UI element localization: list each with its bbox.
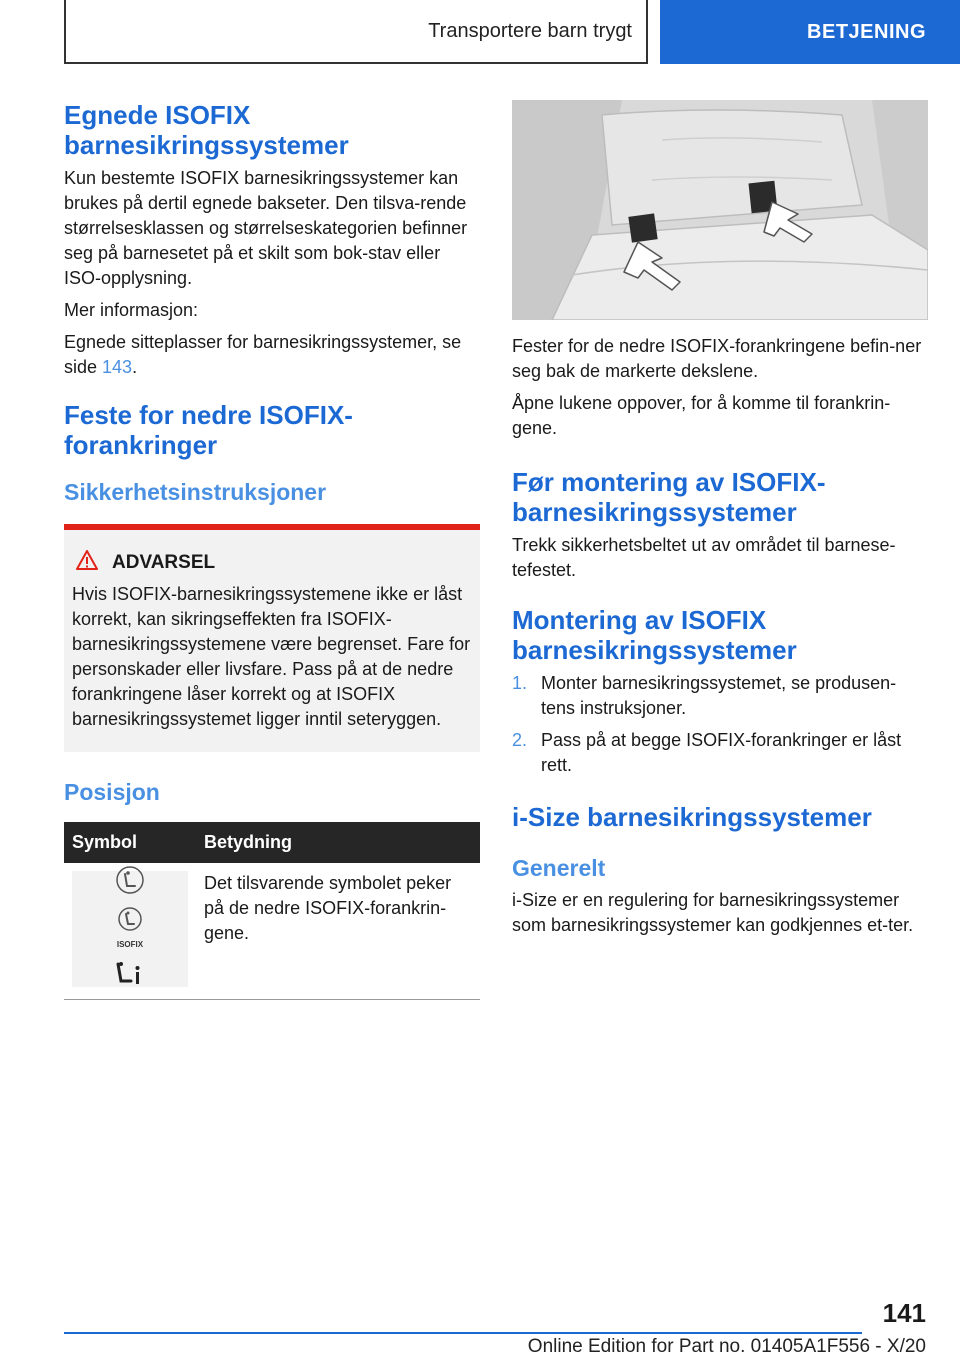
header-section-tab xyxy=(64,0,648,64)
heading-montering: Montering av ISOFIX barnesikringssystemer xyxy=(512,605,797,665)
step-text: Pass på at begge ISOFIX-forankringer er låst rett. xyxy=(541,730,902,775)
warning-triangle-icon xyxy=(72,550,112,576)
list-item xyxy=(512,671,928,721)
heading-feste: Feste for nedre ISOFIX-forankringer xyxy=(64,400,353,460)
isofix-anchor-photo xyxy=(512,100,928,320)
table-header-row xyxy=(64,822,480,863)
paragraph-for-montering: Trekk sikkerhetsbeltet ut av området til barnese-tefestet. xyxy=(512,535,896,580)
table-header-betydning: Betydning xyxy=(196,822,480,863)
heading-posisjon: Posisjon xyxy=(64,779,160,805)
child-seat-anchor-icon xyxy=(115,865,145,902)
heading-isofix: Egnede ISOFIX barnesikringssystemer xyxy=(64,100,349,160)
steps-list xyxy=(512,671,928,778)
isofix-symbol-icon xyxy=(117,906,143,957)
step-text: Monter barnesikringssystemet, se produsen-tens instruksjoner. xyxy=(541,673,897,718)
page-number: 141 xyxy=(882,1298,926,1328)
warning-text: Hvis ISOFIX-barnesikringssystemene ikke er låst korrekt, kan sikringseffekten fra ISOFIX-barnesikringssystemene være begrenset. Fare for personskader eller livsfare. Pass på at de nedre forankringene låser korrekt og at ISOFIX barnesikringssystemet ligger inntil seteryggen. xyxy=(72,584,471,729)
list-item xyxy=(512,728,928,778)
warning-heading xyxy=(72,550,472,576)
header-chapter-title: BETJENING xyxy=(807,20,926,43)
i-size-seat-icon xyxy=(115,961,145,994)
footer-divider xyxy=(64,1332,862,1334)
paragraph-fester-2: Åpne lukene oppover, for å komme til forankrin-gene. xyxy=(512,393,891,438)
header-section-title: Transportere barn trygt xyxy=(428,19,632,42)
step-number: 2. xyxy=(512,730,528,750)
warning-box xyxy=(64,524,480,752)
table-header-symbol: Symbol xyxy=(64,822,196,863)
step-number: 1. xyxy=(512,673,528,693)
heading-for-montering: Før montering av ISOFIX-barnesikringssystemer xyxy=(512,467,826,527)
symbol-box xyxy=(72,871,188,987)
table-row xyxy=(64,863,480,1000)
right-column xyxy=(512,100,928,945)
meaning-cell: Det tilsvarende symbolet peker på de nedre ISOFIX-forankrin-gene. xyxy=(196,863,480,1000)
left-column xyxy=(64,100,480,1000)
ref-end: . xyxy=(132,357,138,377)
footer-edition: Online Edition for Part no. 01405A1F556 - X/20 xyxy=(527,1336,926,1357)
paragraph-isofix-3 xyxy=(64,330,480,380)
paragraph-isofix-1: Kun bestemte ISOFIX barnesikringssystemer kan brukes på dertil egnede bakseter. Den tilsva-rende størrelsesklassen og størrelseskategorien befinner seg på barnesetet på et skilt som bok-stav eller ISO-opplysning. xyxy=(64,168,468,288)
isofix-symbol-label: ISOFIX xyxy=(116,939,144,949)
paragraph-isofix-2: Mer informasjon: xyxy=(64,300,199,320)
heading-generelt: Generelt xyxy=(512,855,606,881)
header-chapter-tab xyxy=(660,0,960,64)
symbol-table xyxy=(64,822,480,1000)
paragraph-generelt: i-Size er en regulering for barnesikringssystemer som barnesikringssystemer kan godkjennes et-ter. xyxy=(512,890,914,935)
heading-sikkerhet: Sikkerhetsinstruksjoner xyxy=(64,479,327,505)
warning-title: ADVARSEL xyxy=(112,552,216,573)
ref-text: Egnede sitteplasser for barnesikringssystemer, se side xyxy=(64,332,462,377)
heading-isize: i-Size barnesikringssystemer xyxy=(512,802,872,832)
symbol-cell xyxy=(64,863,196,1000)
page-ref-link[interactable]: 143 xyxy=(102,357,133,377)
paragraph-fester-1: Fester for de nedre ISOFIX-forankringene befin-ner seg bak de markerte dekslene. xyxy=(512,336,922,381)
